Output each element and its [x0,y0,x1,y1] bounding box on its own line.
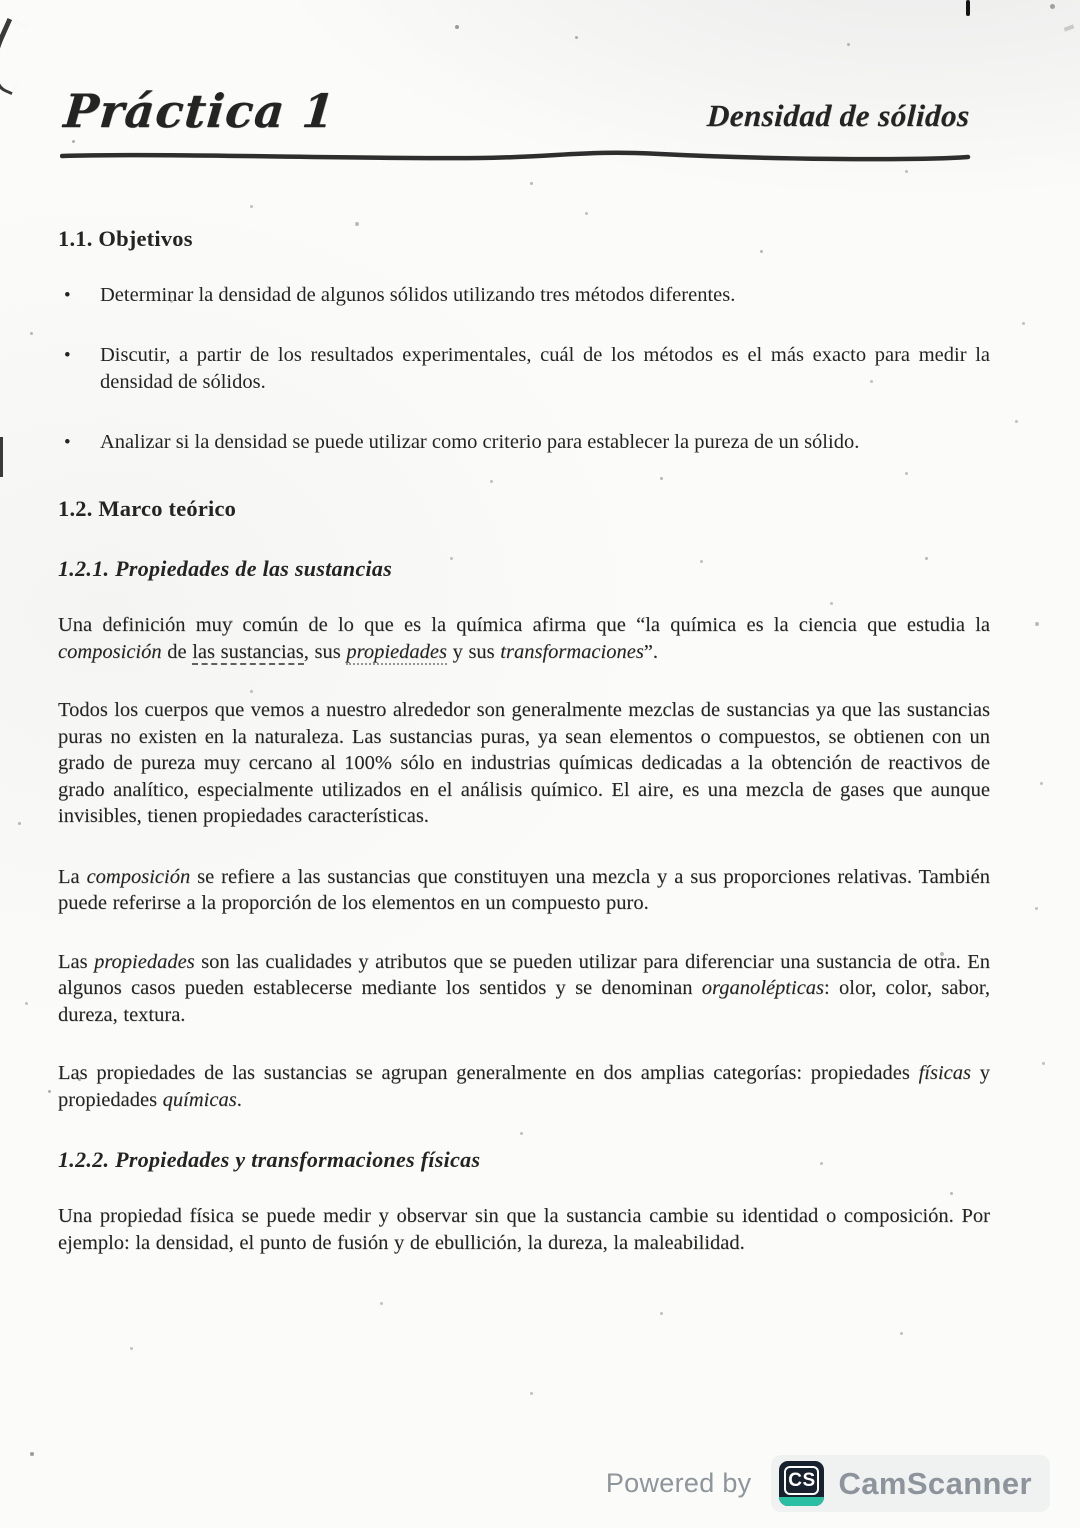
camscanner-badge[interactable] [771,1455,1050,1512]
text-segment: Las [58,950,95,973]
text-segment: de [161,640,193,663]
text-segment: y propiedades [58,1062,991,1111]
text-segment: ”. [643,640,659,663]
logo-teal-band [779,1497,824,1506]
subsection-1-2-1-heading: 1.2.1. Propiedades de las sustancias [58,556,393,581]
paragraph [58,612,990,665]
text-segment: las sustancias [192,640,304,663]
theory-heading: 1.2. Marco teórico [58,496,237,521]
text-segment: y sus [446,640,501,663]
text-segment: . [236,1088,242,1111]
paragraph [58,697,990,830]
logo-initials: CS [784,1466,819,1495]
objective-item [58,342,990,396]
text-segment: se refiere a las sustancias que constituyen una mezcla y a sus proporciones relativas. También puede referirse a la proporción de los elementos en un compuesto puro. [58,865,990,914]
paragraph [58,949,990,1029]
objective-text: Analizar si la densidad se puede utilizar como criterio para establecer la pureza de un sólido. [100,431,860,453]
edge-pen-mark [0,437,3,477]
text-segment: composición [86,865,191,888]
objectives-list [58,282,990,456]
bullet-icon: • [64,345,71,366]
text-segment: Una propiedad física se puede medir y observar sin que la sustancia cambie su identidad o composición. Por ejemplo: la densidad, el punto de fusión y de ebullición, la dureza, la maleabilidad. [58,1205,990,1254]
text-segment: Una definición muy común de lo que es la química afirma que “la química es la ciencia que estudia la [58,614,990,636]
paragraph [58,1203,990,1256]
text-segment: organolépticas [701,977,825,999]
subsection-1-2-2-heading: 1.2.2. Propiedades y transformaciones físicas [58,1147,481,1172]
camscanner-logo-icon [779,1461,824,1506]
text-segment: transformaciones [500,640,644,663]
objective-text: Determinar la densidad de algunos sólidos utilizando tres métodos diferentes. [100,284,736,306]
objective-item [58,429,990,456]
page-title: Práctica 1 [61,84,338,138]
paragraph [58,1060,990,1113]
text-segment: propiedades [94,950,195,973]
paragraph [58,864,990,917]
page-subtitle: Densidad de sólidos [706,98,971,133]
text-segment: Todos los cuerpos que vemos a nuestro alrededor son generalmente mezclas de sustancias ya que las sustancias puras no existen en la naturaleza. Las sustancias puras, ya sean elementos o compuestos, se obtienen con un grado de pureza muy cercano al 100% sólo en industrias químicas dedicadas a la obtención de reactivos de grado analítico, especialmente utilizados en el análisis químico. El aire, es una mezcla de gases que aunque invisibles, tienen propiedades características. [58,699,990,827]
header-rule [60,148,972,164]
objective-item [58,282,990,309]
text-segment: químicas [162,1088,237,1111]
objective-text: Discutir, a partir de los resultados experimentales, cuál de los métodos es el más exacto para medir la densidad de sólidos. [100,344,990,393]
text-segment: composición [58,640,162,663]
text-segment: Las propiedades de las sustancias se agrupan generalmente en dos amplias categorías: propiedades [58,1062,919,1084]
powered-by-label: Powered by [605,1468,752,1498]
text-segment: : olor, color, sabor, dureza, textura. [58,977,991,1026]
text-segment: , sus [303,640,347,663]
text-segment: físicas [918,1062,971,1084]
bullet-icon: • [64,432,71,453]
document-header [58,84,990,138]
scan-tick-mark [966,0,970,16]
objectives-heading: 1.1. Objetivos [58,226,193,251]
camscanner-footer [606,1455,1050,1512]
text-segment: La [58,865,87,888]
camscanner-brand-label: CamScanner [838,1465,1032,1501]
text-segment: son las cualidades y atributos que se pueden utilizar para diferenciar una sustancia de otra. En algunos casos pueden establecerse mediante los sentidos y se denominan [58,950,990,999]
bullet-icon: • [64,285,71,306]
text-segment: propiedades [346,640,447,663]
